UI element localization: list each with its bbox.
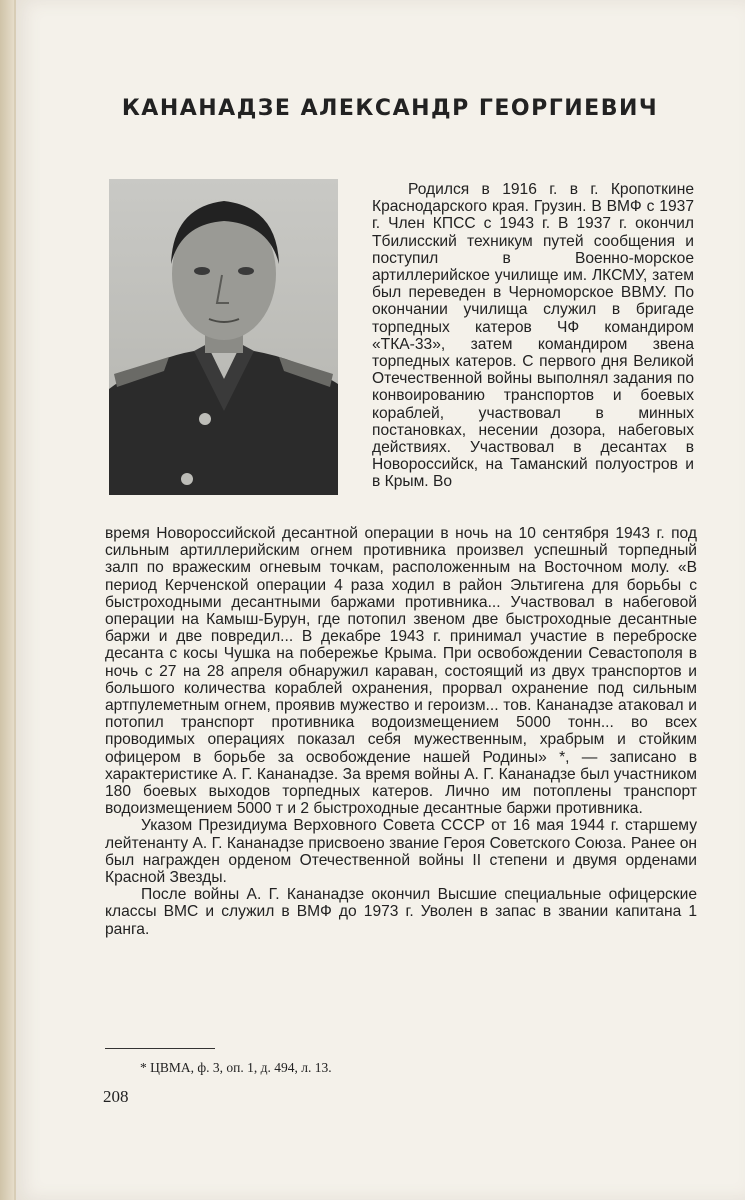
page-title: КАНАНАДЗЕ АЛЕКСАНДР ГЕОРГИЕВИЧ: [121, 96, 659, 121]
footnote: * ЦВМА, ф. 3, оп. 1, д. 494, л. 13.: [140, 1060, 332, 1075]
bio-paragraph-1-start: Родился в 1916 г. в г. Кропоткине Краснодарского края. Грузин. В ВМФ с 1937 г. Член КПСС с 1943 г. В 1937 г. окончил Тбилисский техникум путей сообщения и поступил в Военно-морское артиллерийское училище им. ЛКСМУ, затем был переведен в Черноморское ВВМУ. По окончании училища служил в бригаде торпедных катеров ЧФ командиром «ТКА-33», затем командиром звена торпедных катеров. С первого дня Великой Отечественной войны выполнял задания по конвоированию транспортов и боевых кораблей, участвовал в минных постановках, несении дозора, набеговых действиях. Участвовал в десантах в Новороссийск, на Таманский полуостров и в Крым. Во: [372, 181, 694, 491]
page-edge: [0, 0, 14, 1200]
bio-paragraph-3: После войны А. Г. Кананадзе окончил Высшие специальные офицерские классы ВМС и служил в ВМФ до 1973 г. Уволен в запас в звании капитана 1 ранга.: [105, 886, 697, 938]
bio-paragraph-2: Указом Президиума Верховного Совета СССР от 16 мая 1944 г. старшему лейтенанту А. Г. Кананадзе присвоено звание Героя Советского Союза. Ранее он был награжден орденом Отечественной войны II степени и двумя орденами Красной Звезды.: [105, 817, 697, 887]
portrait-photo: [109, 179, 338, 495]
footnote-divider: [105, 1048, 215, 1049]
portrait-icon: [109, 179, 338, 495]
page-number: 208: [103, 1087, 129, 1106]
bio-column: [372, 181, 694, 491]
bio-paragraph-1-cont: время Новороссийской десантной операции в ночь на 10 сентября 1943 г. под сильным артиллерийским огнем противника произвел успешный торпедный залп по вражеским огневым точкам, расположенным на Восточном молу. «В период Керченской операции 4 раза ходил в район Эльтигена для борьбы с быстроходными десантными баржами противника... Участвовал в набеговой операции на Камыш-Бурун, где потопил звеном две быстроходные десантные баржи и две повредил... В декабре 1943 г. принимал участие в переброске десанта с косы Чушка на побережье Крыма. При освобождении Севастополя в ночь с 27 на 28 апреля обнаружил караван, состоящий из двух транспортов и большого количества кораблей охранения, прорвал охранение под сильным артпулеметным огнем, проявив мужество и героизм... тов. Кананадзе атаковал и потопил транспорт противника водоизмещением 5000 тонн... во всех проводимых операциях показал себя мужественным, храбрым и стойким офицером в борьбе за освобождение нашей Родины» *, — записано в характеристике А. Г. Кананадзе. За время войны А. Г. Кананадзе был участником 180 боевых выходов торпедных катеров. Лично им потоплены транспорт водоизмещением 5000 т и 2 быстроходные десантные баржи противника.: [105, 525, 697, 818]
bio-fullwidth: [105, 525, 697, 938]
